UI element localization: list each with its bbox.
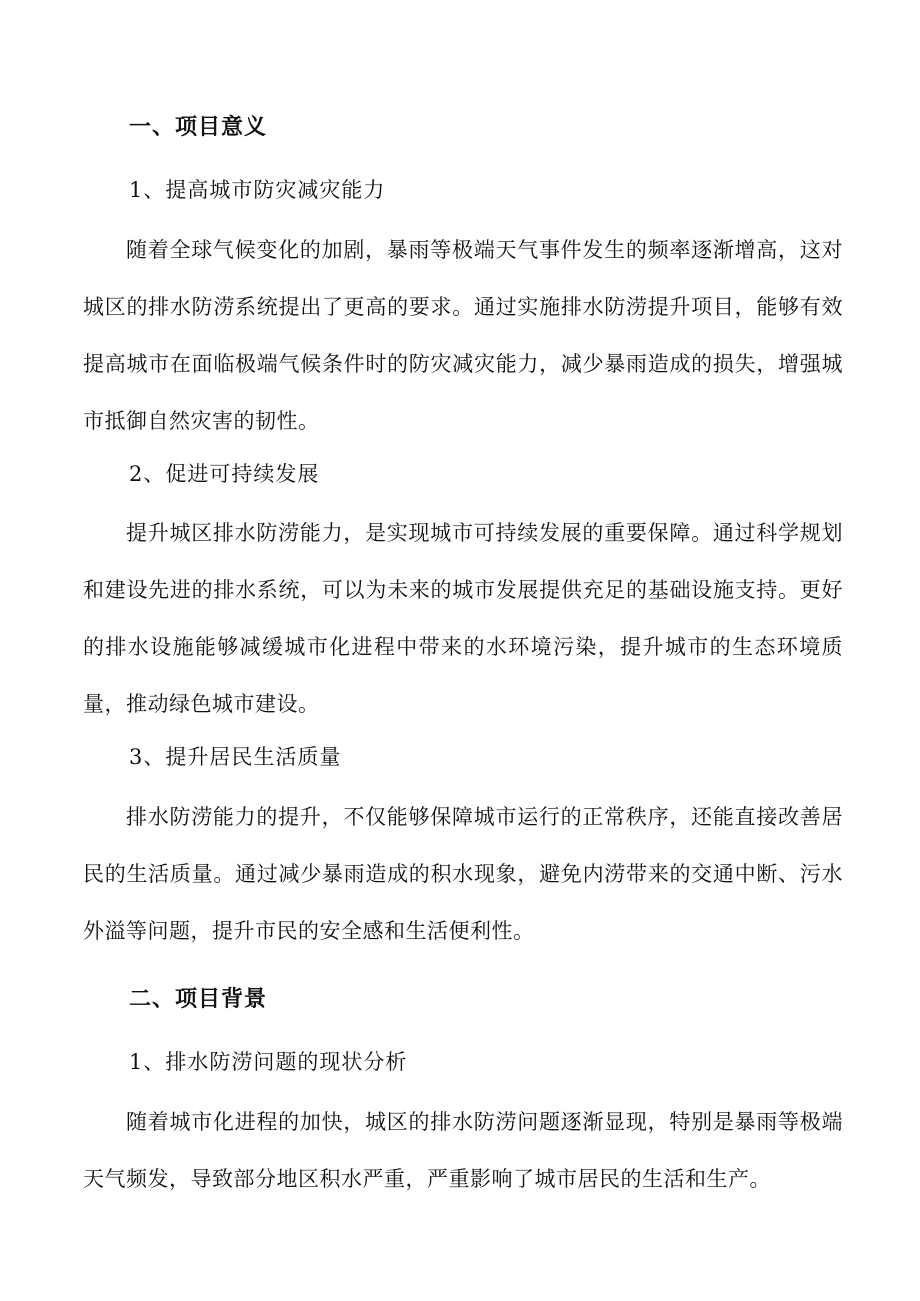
paragraph-sustainable-development: 提升城区排水防涝能力，是实现城市可持续发展的重要保障。通过科学规划和建设先进的排水系统，可以为未来的城市发展提供充足的基础设施支持。更好的排水设施能够减缓城市化进程中带来的水环境污染，提升城市的生态环境质量，推动绿色城市建设。 (83, 521, 843, 716)
subsection-heading-current-analysis: 1、排水防涝问题的现状分析 (129, 1050, 408, 1074)
section-heading-background: 二、项目背景 (129, 986, 268, 1012)
paragraph-quality-of-life: 排水防涝能力的提升，不仅能够保障城市运行的正常秩序，还能直接改善居民的生活质量。通过减少暴雨造成的积水现象，避免内涝带来的交通中断、污水外溢等问题，提升市民的安全感和生活便利性。 (83, 805, 843, 943)
subsection-heading-quality-of-life: 3、提升居民生活质量 (129, 745, 342, 769)
subsection-heading-sustainable-development: 2、促进可持续发展 (129, 462, 320, 486)
section-heading-significance: 一、项目意义 (129, 114, 268, 140)
paragraph-current-analysis: 随着城市化进程的加快，城区的排水防涝问题逐渐显现，特别是暴雨等极端天气频发，导致部分地区积水严重，严重影响了城市居民的生活和生产。 (83, 1110, 843, 1191)
subsection-heading-disaster-prevention: 1、提高城市防灾减灾能力 (129, 178, 386, 202)
paragraph-disaster-prevention: 随着全球气候变化的加剧，暴雨等极端天气事件发生的频率逐渐增高，这对城区的排水防涝系统提出了更高的要求。通过实施排水防涝提升项目，能够有效提高城市在面临极端气候条件时的防灾减灾能力，减少暴雨造成的损失，增强城市抵御自然灾害的韧性。 (83, 238, 843, 433)
